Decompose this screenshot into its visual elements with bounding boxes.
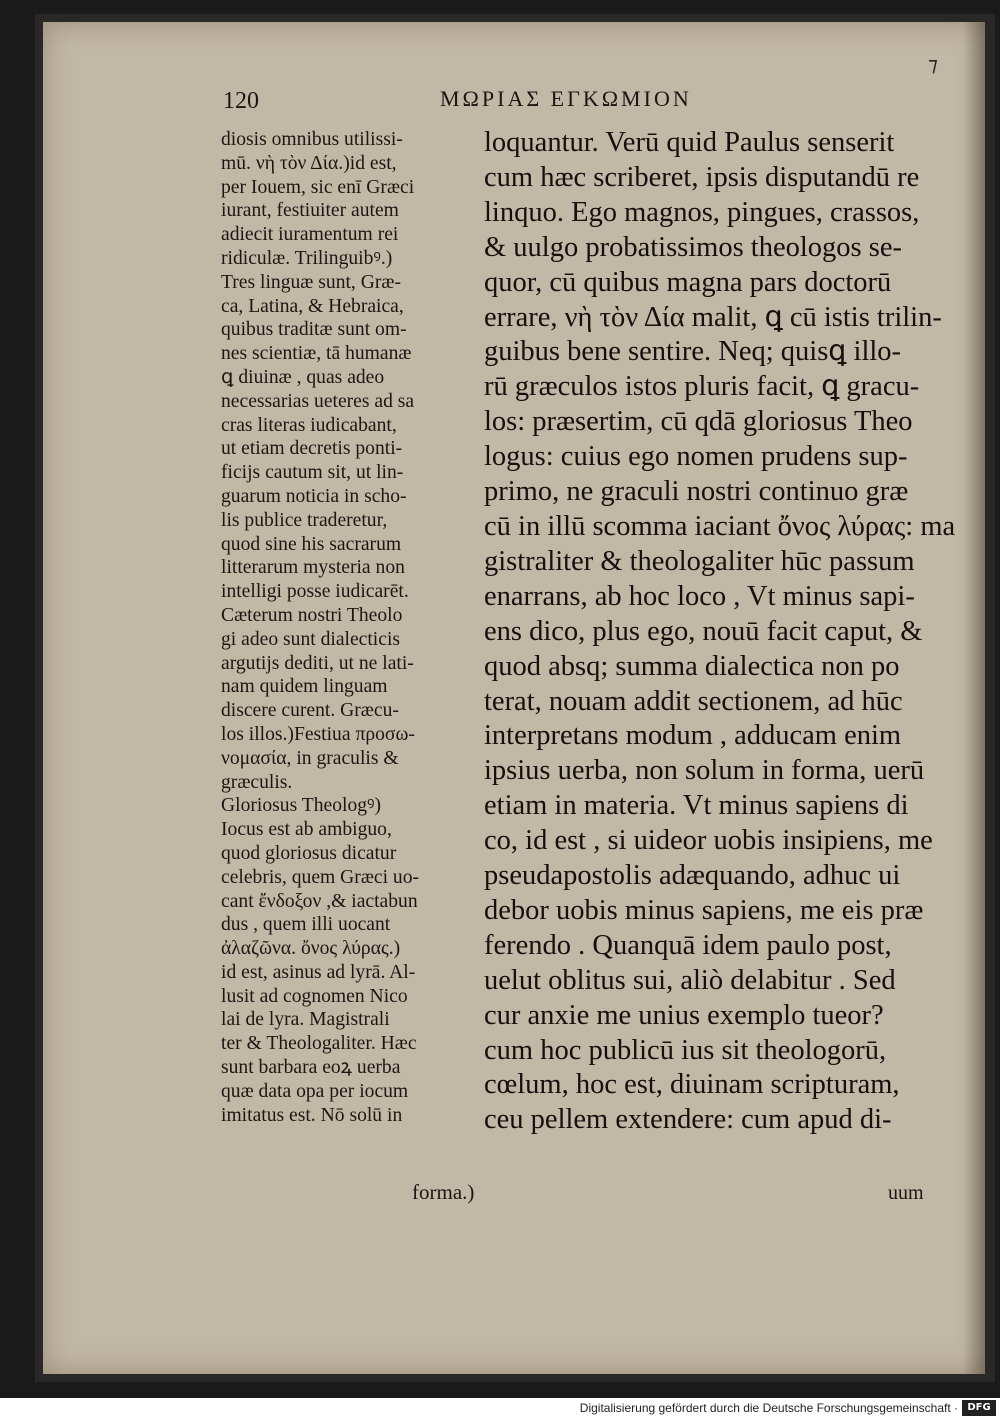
gloss-line: ἀλαζῶνα. ὄνος λύρας.) <box>221 938 401 960</box>
gloss-line: lai de lyra. Magistrali <box>221 1009 390 1031</box>
gloss-line: necessarias ueteres ad sa <box>221 390 415 412</box>
gloss-line: celebris, quem Græci uo- <box>221 866 420 888</box>
running-head: ΜΩΡΙΑΣ ΕΓΚΩΜΙΟΝ <box>440 86 692 111</box>
footer-credit: Digitalisierung gefördert durch die Deutsche Forschungsgemeinschaft · <box>579 1401 958 1415</box>
main-text-line: ceu pellem extendere: cum apud di- <box>484 1104 892 1136</box>
main-text-line: cū in illū scomma iaciant ὄνος λύρας: ma <box>484 510 956 542</box>
gloss-line: adiecit iuramentum rei <box>221 224 399 246</box>
gloss-line: imitatus est. Nō solū in <box>221 1104 403 1126</box>
gloss-line: dus , quem illi uocant <box>221 914 391 936</box>
gloss-line: quod gloriosus dicatur <box>221 842 397 864</box>
gloss-line: litterarum mysteria non <box>221 557 405 579</box>
main-text-line: debor uobis minus sapiens, me eis præ <box>484 894 924 926</box>
main-text-line: enarrans, ab hoc loco , Vt minus sapi- <box>484 580 915 612</box>
gloss-line: sunt barbara eoꝝ uerba <box>221 1057 401 1079</box>
page-number: 120 <box>223 88 259 114</box>
gloss-line: cras literas iudicabant, <box>221 414 397 436</box>
main-text-line: ens dico, plus ego, nouū facit caput, & <box>484 615 923 647</box>
main-text-column <box>484 126 954 1138</box>
gloss-line: ridiculæ. Trilinguibꝰ.) <box>221 247 393 269</box>
marginal-gloss-column <box>221 128 466 1127</box>
main-text-line: interpretans modum , adducam enim <box>484 720 902 752</box>
gloss-line: ꝗ diuinæ , quas adeo <box>221 366 385 388</box>
gloss-line: Gloriosus Theologꝰ) <box>221 795 382 817</box>
main-text-line: rū græculos istos pluris facit, ꝗ gracu- <box>484 371 920 403</box>
gloss-line: mū. νὴ τὸν Δία.)id est, <box>221 152 397 174</box>
corner-mark: ⁊ <box>928 52 938 76</box>
main-text-line: co, id est , si uideor uobis insipiens, me <box>484 825 933 857</box>
gloss-line: νομασία, in graculis & <box>221 747 399 769</box>
main-text-line: quor, cū quibus magna pars doctorū <box>484 266 892 298</box>
gloss-line: ut etiam decretis ponti- <box>221 438 403 460</box>
gloss-line: los illos.)Festiua προσω- <box>221 723 415 745</box>
gloss-line: græculis. <box>221 771 293 793</box>
gloss-line: iurant, festiuiter autem <box>221 200 399 222</box>
main-text-line: guibus bene sentire. Neq; quisꝗ illo- <box>484 336 902 368</box>
gloss-line: id est, asinus ad lyrā. Al- <box>221 961 416 983</box>
main-text-line: terat, nouam addit sectionem, ad hūc <box>484 685 903 717</box>
dfg-logo: DFG <box>962 1400 996 1416</box>
main-text-line: errare, νὴ τὸν Δία malit, ꝗ cū istis trilin- <box>484 301 942 333</box>
main-text-line: loquantur. Verū quid Paulus senserit <box>484 127 895 158</box>
gloss-line: ter & Theologaliter. Hæc <box>221 1033 417 1055</box>
gloss-line: Tres linguæ sunt, Græ- <box>221 271 401 293</box>
main-text-line: pseudapostolis adæquando, adhuc ui <box>484 860 901 892</box>
main-text-line: uelut oblitus sui, aliò delabitur . Sed <box>484 964 896 996</box>
catchword: uum <box>888 1182 924 1204</box>
main-text-line: los: præsertim, cū qdā gloriosus Theo <box>484 406 913 438</box>
gloss-line: Iocus est ab ambiguo, <box>221 819 392 841</box>
gloss-line: nam quidem linguam <box>221 676 388 698</box>
main-text-line: cœlum, hoc est, diuinam scripturam, <box>484 1069 900 1101</box>
main-text-line: quod absq; summa dialectica non po <box>484 650 900 682</box>
gloss-line: ficijs cautum sit, ut lin- <box>221 462 404 484</box>
digitization-footer <box>0 1398 1000 1420</box>
main-text-line: cum hæc scriberet, ipsis disputandū re <box>484 161 920 193</box>
gloss-line: discere curent. Græcu- <box>221 700 399 722</box>
gloss-line: cant ἔνδοξον ,& iactabun <box>221 890 418 912</box>
gloss-line: lusit ad cognomen Nico <box>221 985 408 1007</box>
gloss-line: ca, Latina, & Hebraica, <box>221 295 404 317</box>
main-text-line: & uulgo probatissimos theologos se- <box>484 231 902 263</box>
main-text-line: linquo. Ego magnos, pingues, crassos, <box>484 196 920 228</box>
gloss-line: quæ data opa per iocum <box>221 1080 409 1102</box>
gloss-line: per Iouem, sic enī Græci <box>221 176 415 198</box>
gloss-line: nes scientiæ, tā humanæ <box>221 343 412 365</box>
gloss-line: quibus traditæ sunt om- <box>221 319 407 341</box>
main-text-line: ferendo . Quanquā idem paulo post, <box>484 929 892 961</box>
gloss-line: argutijs dediti, ut ne lati- <box>221 652 414 674</box>
gloss-line: diosis omnibus utilissi- <box>221 129 403 150</box>
main-text-line: gistraliter & theologaliter hūc passum <box>484 545 915 577</box>
gloss-line: intelligi posse iudicarēt. <box>221 581 409 603</box>
main-text-line: ipsius uerba, non solum in forma, uerū <box>484 755 925 787</box>
gloss-end-line: forma.) <box>412 1180 475 1204</box>
page-spine-shadow <box>963 22 985 1374</box>
main-text-line: etiam in materia. Vt minus sapiens di <box>484 790 909 822</box>
main-text-line: primo, ne graculi nostri continuo græ <box>484 476 909 508</box>
gloss-line: guarum noticia in scho- <box>221 485 407 507</box>
gloss-line: quod sine his sacrarum <box>221 533 402 555</box>
main-text-line: cum hoc publicū ius sit theologorū, <box>484 1034 887 1066</box>
main-text-line: cur anxie me unius exemplo tueor? <box>484 999 884 1031</box>
main-text-line: logus: cuius ego nomen prudens sup- <box>484 441 908 473</box>
gloss-line: lis publice traderetur, <box>221 509 388 531</box>
gloss-line: gi adeo sunt dialecticis <box>221 628 401 650</box>
gloss-line: Cæterum nostri Theolo <box>221 604 403 626</box>
